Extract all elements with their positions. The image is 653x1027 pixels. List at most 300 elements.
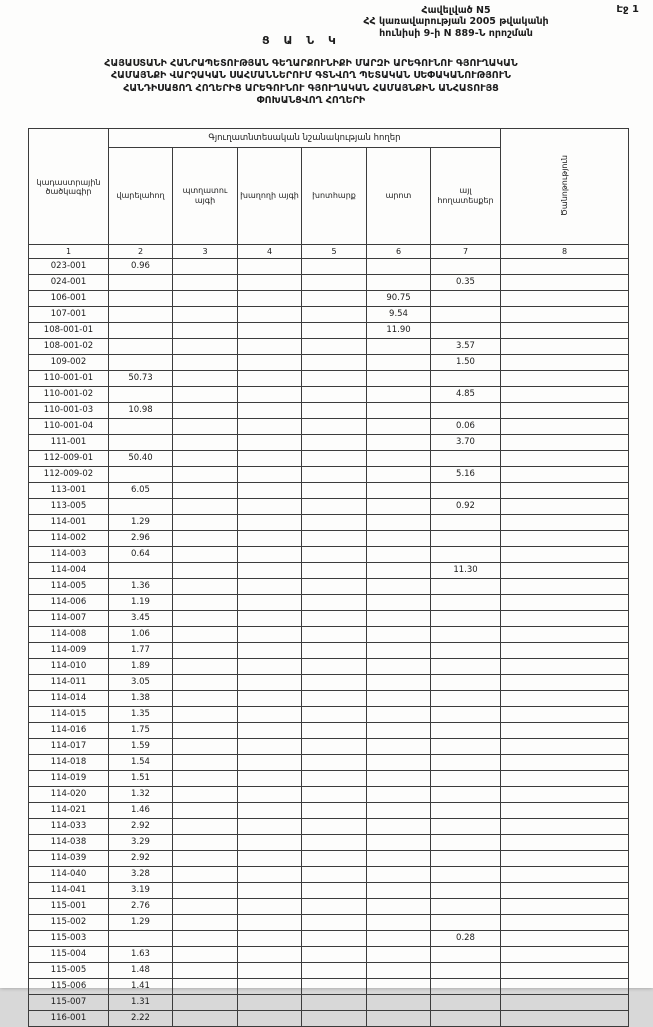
other-land-value-cell: 0.35 xyxy=(431,275,501,291)
vineyard-value-cell xyxy=(238,435,302,451)
column-number-row xyxy=(29,245,629,259)
vineyard-value-cell xyxy=(238,915,302,931)
other-land-value-cell xyxy=(431,259,501,275)
hayfield-value-cell xyxy=(302,659,367,675)
table-row xyxy=(29,643,629,659)
land-parcels-table xyxy=(28,128,629,1027)
table-row xyxy=(29,867,629,883)
other-land-value-cell xyxy=(431,371,501,387)
table-row xyxy=(29,979,629,995)
arable-value-cell: 3.45 xyxy=(109,611,173,627)
orchard-value-cell xyxy=(173,995,238,1011)
annex-block xyxy=(322,5,590,39)
column-number-8: 8 xyxy=(501,245,629,259)
note-cell xyxy=(501,483,629,499)
arable-value-cell: 3.19 xyxy=(109,883,173,899)
orchard-value-cell xyxy=(173,819,238,835)
note-cell xyxy=(501,723,629,739)
cadastral-code-cell: 111-001 xyxy=(29,435,109,451)
orchard-value-cell xyxy=(173,835,238,851)
arable-value-cell xyxy=(109,563,173,579)
arable-value-cell: 1.32 xyxy=(109,787,173,803)
note-cell xyxy=(501,707,629,723)
table-row xyxy=(29,691,629,707)
arable-value-cell xyxy=(109,275,173,291)
orchard-value-cell xyxy=(173,691,238,707)
note-cell xyxy=(501,627,629,643)
vineyard-value-cell xyxy=(238,499,302,515)
arable-value-cell: 2.92 xyxy=(109,851,173,867)
vineyard-value-cell xyxy=(238,579,302,595)
note-cell xyxy=(501,867,629,883)
column-number-7: 7 xyxy=(431,245,501,259)
pasture-value-cell xyxy=(367,483,431,499)
column-number-5: 5 xyxy=(302,245,367,259)
hayfield-value-cell xyxy=(302,867,367,883)
table-row xyxy=(29,611,629,627)
hayfield-value-cell xyxy=(302,627,367,643)
orchard-value-cell xyxy=(173,451,238,467)
hayfield-value-cell xyxy=(302,435,367,451)
other-land-value-cell: 0.06 xyxy=(431,419,501,435)
orchard-value-cell xyxy=(173,435,238,451)
column-number-6: 6 xyxy=(367,245,431,259)
cadastral-code-cell: 115-001 xyxy=(29,899,109,915)
vineyard-value-cell xyxy=(238,403,302,419)
table-row xyxy=(29,483,629,499)
arable-value-cell: 1.46 xyxy=(109,803,173,819)
hayfield-value-cell xyxy=(302,595,367,611)
hayfield-value-cell xyxy=(302,387,367,403)
hayfield-value-cell xyxy=(302,451,367,467)
note-cell xyxy=(501,323,629,339)
pasture-value-cell xyxy=(367,531,431,547)
vineyard-value-cell xyxy=(238,291,302,307)
pasture-value-cell xyxy=(367,403,431,419)
vineyard-value-cell xyxy=(238,979,302,995)
arable-value-cell xyxy=(109,499,173,515)
other-land-value-cell: 11.30 xyxy=(431,563,501,579)
hayfield-value-cell xyxy=(302,371,367,387)
orchard-value-cell xyxy=(173,563,238,579)
note-cell xyxy=(501,755,629,771)
note-cell xyxy=(501,595,629,611)
cadastral-code-cell: 114-007 xyxy=(29,611,109,627)
vineyard-value-cell xyxy=(238,787,302,803)
orchard-value-cell xyxy=(173,627,238,643)
note-cell xyxy=(501,675,629,691)
note-cell xyxy=(501,275,629,291)
pasture-value-cell xyxy=(367,339,431,355)
orchard-value-cell xyxy=(173,291,238,307)
vineyard-value-cell xyxy=(238,931,302,947)
pasture-value-cell xyxy=(367,691,431,707)
orchard-value-cell xyxy=(173,403,238,419)
pasture-value-cell xyxy=(367,627,431,643)
note-cell xyxy=(501,531,629,547)
table-row xyxy=(29,819,629,835)
cadastral-code-cell: 114-040 xyxy=(29,867,109,883)
title-line-1: ՀԱՅԱՍՏԱՆԻ ՀԱՆՐԱՊԵՏՈՒԹՅԱՆ ԳԵՂԱՐՔՈՒՆԻՔԻ ՄԱՐԶԻ ԱՐԵԳՈՒՆՈՒ ԳՅՈՒՂԱԿԱՆ xyxy=(104,58,518,69)
arable-value-cell: 1.19 xyxy=(109,595,173,611)
cadastral-code-cell: 114-009 xyxy=(29,643,109,659)
table-row xyxy=(29,739,629,755)
other-land-value-cell xyxy=(431,579,501,595)
pasture-value-cell xyxy=(367,275,431,291)
table-row xyxy=(29,291,629,307)
orchard-value-cell xyxy=(173,963,238,979)
table-row xyxy=(29,323,629,339)
note-cell xyxy=(501,947,629,963)
hayfield-value-cell xyxy=(302,851,367,867)
vineyard-value-cell xyxy=(238,835,302,851)
cadastral-code-cell: 114-019 xyxy=(29,771,109,787)
note-cell xyxy=(501,1011,629,1027)
cadastral-code-cell: 107-001 xyxy=(29,307,109,323)
orchard-value-cell xyxy=(173,787,238,803)
pasture-value-cell xyxy=(367,835,431,851)
orchard-value-cell xyxy=(173,659,238,675)
cadastral-code-cell: 114-010 xyxy=(29,659,109,675)
other-land-value-cell: 0.92 xyxy=(431,499,501,515)
note-cell xyxy=(501,963,629,979)
vineyard-value-cell xyxy=(238,659,302,675)
column-header-hayfield: խոտհարք xyxy=(302,148,367,245)
arable-value-cell: 1.63 xyxy=(109,947,173,963)
other-land-value-cell xyxy=(431,867,501,883)
pasture-value-cell xyxy=(367,915,431,931)
orchard-value-cell xyxy=(173,339,238,355)
table-row xyxy=(29,755,629,771)
cadastral-code-cell: 114-002 xyxy=(29,531,109,547)
vineyard-value-cell xyxy=(238,1011,302,1027)
arable-value-cell xyxy=(109,435,173,451)
orchard-value-cell xyxy=(173,883,238,899)
column-number-1: 1 xyxy=(29,245,109,259)
other-land-value-cell xyxy=(431,803,501,819)
arable-value-cell xyxy=(109,323,173,339)
table-row xyxy=(29,627,629,643)
cadastral-code-cell: 114-020 xyxy=(29,787,109,803)
arable-value-cell: 1.51 xyxy=(109,771,173,787)
table-row xyxy=(29,259,629,275)
hayfield-value-cell xyxy=(302,483,367,499)
vineyard-value-cell xyxy=(238,707,302,723)
orchard-value-cell xyxy=(173,755,238,771)
other-land-value-cell: 4.85 xyxy=(431,387,501,403)
orchard-value-cell xyxy=(173,595,238,611)
other-land-value-cell: 3.70 xyxy=(431,435,501,451)
cadastral-code-cell: 115-003 xyxy=(29,931,109,947)
column-header-pasture: արոտ xyxy=(367,148,431,245)
vineyard-value-cell xyxy=(238,883,302,899)
hayfield-value-cell xyxy=(302,899,367,915)
pasture-value-cell xyxy=(367,739,431,755)
table-row xyxy=(29,787,629,803)
vineyard-value-cell xyxy=(238,963,302,979)
vineyard-value-cell xyxy=(238,691,302,707)
pasture-value-cell xyxy=(367,899,431,915)
vineyard-value-cell xyxy=(238,323,302,339)
list-title: Ց Ա Ն Կ xyxy=(262,34,341,47)
table-row xyxy=(29,275,629,291)
note-cell xyxy=(501,291,629,307)
table-row xyxy=(29,451,629,467)
orchard-value-cell xyxy=(173,803,238,819)
other-land-value-cell: 0.28 xyxy=(431,931,501,947)
orchard-value-cell xyxy=(173,259,238,275)
arable-value-cell: 0.96 xyxy=(109,259,173,275)
table-row xyxy=(29,579,629,595)
cadastral-code-cell: 114-008 xyxy=(29,627,109,643)
orchard-value-cell xyxy=(173,387,238,403)
pasture-value-cell xyxy=(367,979,431,995)
note-cell xyxy=(501,355,629,371)
table-row xyxy=(29,499,629,515)
other-land-value-cell xyxy=(431,691,501,707)
other-land-value-cell xyxy=(431,643,501,659)
cadastral-code-cell: 109-002 xyxy=(29,355,109,371)
table-row xyxy=(29,467,629,483)
cadastral-code-cell: 115-006 xyxy=(29,979,109,995)
hayfield-value-cell xyxy=(302,771,367,787)
orchard-value-cell xyxy=(173,931,238,947)
other-land-value-cell xyxy=(431,851,501,867)
other-land-value-cell: 1.50 xyxy=(431,355,501,371)
other-land-value-cell xyxy=(431,403,501,419)
hayfield-value-cell xyxy=(302,931,367,947)
arable-value-cell: 2.92 xyxy=(109,819,173,835)
pasture-value-cell xyxy=(367,803,431,819)
pasture-value-cell xyxy=(367,595,431,611)
vineyard-value-cell xyxy=(238,531,302,547)
orchard-value-cell xyxy=(173,515,238,531)
cadastral-code-cell: 114-018 xyxy=(29,755,109,771)
pasture-value-cell xyxy=(367,755,431,771)
vineyard-value-cell xyxy=(238,627,302,643)
other-land-value-cell xyxy=(431,307,501,323)
hayfield-value-cell xyxy=(302,1011,367,1027)
other-land-value-cell xyxy=(431,787,501,803)
hayfield-value-cell xyxy=(302,291,367,307)
other-land-value-cell xyxy=(431,947,501,963)
hayfield-value-cell xyxy=(302,563,367,579)
other-land-value-cell xyxy=(431,963,501,979)
other-land-value-cell: 5.16 xyxy=(431,467,501,483)
other-land-value-cell xyxy=(431,707,501,723)
other-land-value-cell xyxy=(431,979,501,995)
pasture-value-cell: 90.75 xyxy=(367,291,431,307)
vineyard-value-cell xyxy=(238,259,302,275)
pasture-value-cell xyxy=(367,563,431,579)
orchard-value-cell xyxy=(173,979,238,995)
hayfield-value-cell xyxy=(302,723,367,739)
document-title xyxy=(0,58,622,107)
arable-value-cell: 1.31 xyxy=(109,995,173,1011)
cadastral-code-cell: 114-001 xyxy=(29,515,109,531)
column-header-other-land-types: այլ հողատեսքեր xyxy=(431,148,501,245)
arable-value-cell: 1.29 xyxy=(109,515,173,531)
hayfield-value-cell xyxy=(302,979,367,995)
note-cell xyxy=(501,787,629,803)
note-cell xyxy=(501,771,629,787)
arable-value-cell: 1.41 xyxy=(109,979,173,995)
pasture-value-cell xyxy=(367,787,431,803)
vineyard-value-cell xyxy=(238,723,302,739)
note-cell xyxy=(501,851,629,867)
table-row xyxy=(29,563,629,579)
pasture-value-cell xyxy=(367,707,431,723)
pasture-value-cell xyxy=(367,659,431,675)
hayfield-value-cell xyxy=(302,403,367,419)
orchard-value-cell xyxy=(173,723,238,739)
table-row xyxy=(29,931,629,947)
vineyard-value-cell xyxy=(238,595,302,611)
note-cell xyxy=(501,499,629,515)
pasture-value-cell xyxy=(367,819,431,835)
hayfield-value-cell xyxy=(302,835,367,851)
cadastral-code-cell: 110-001-01 xyxy=(29,371,109,387)
cadastral-code-cell: 116-001 xyxy=(29,1011,109,1027)
cadastral-code-cell: 113-001 xyxy=(29,483,109,499)
cadastral-code-cell: 024-001 xyxy=(29,275,109,291)
note-cell xyxy=(501,307,629,323)
arable-value-cell xyxy=(109,291,173,307)
arable-value-cell xyxy=(109,419,173,435)
cadastral-code-cell: 115-004 xyxy=(29,947,109,963)
vineyard-value-cell xyxy=(238,819,302,835)
column-number-2: 2 xyxy=(109,245,173,259)
note-cell xyxy=(501,643,629,659)
table-row xyxy=(29,547,629,563)
cadastral-code-cell: 110-001-04 xyxy=(29,419,109,435)
vineyard-value-cell xyxy=(238,739,302,755)
title-line-3: ՀԱՆԴԻՍԱՑՈՂ ՀՈՂԵՐԻՑ ԱՐԵԳՈՒՆՈՒ ԳՅՈՒՂԱԿԱՆ ՀԱՄԱՅՆՔԻՆ ԱՆՀԱՏՈՒՅՑ xyxy=(123,82,499,94)
note-cell xyxy=(501,563,629,579)
other-land-value-cell xyxy=(431,483,501,499)
other-land-value-cell xyxy=(431,515,501,531)
hayfield-value-cell xyxy=(302,787,367,803)
cadastral-code-cell: 114-033 xyxy=(29,819,109,835)
arable-value-cell: 1.54 xyxy=(109,755,173,771)
note-cell xyxy=(501,515,629,531)
hayfield-value-cell xyxy=(302,547,367,563)
vineyard-value-cell xyxy=(238,899,302,915)
cadastral-code-cell: 110-001-02 xyxy=(29,387,109,403)
cadastral-code-cell: 114-015 xyxy=(29,707,109,723)
annex-label: Հավելված N5 xyxy=(421,5,491,16)
note-cell xyxy=(501,931,629,947)
cadastral-code-cell: 108-001-02 xyxy=(29,339,109,355)
column-header-cadastral-code: կադաստրային ծածկագիր xyxy=(29,129,109,245)
orchard-value-cell xyxy=(173,275,238,291)
arable-value-cell: 3.28 xyxy=(109,867,173,883)
table-row xyxy=(29,595,629,611)
hayfield-value-cell xyxy=(302,339,367,355)
other-land-value-cell xyxy=(431,323,501,339)
cadastral-code-cell: 112-009-01 xyxy=(29,451,109,467)
note-cell xyxy=(501,691,629,707)
note-cell xyxy=(501,979,629,995)
cadastral-code-cell: 114-039 xyxy=(29,851,109,867)
arable-value-cell: 3.29 xyxy=(109,835,173,851)
page-number: Էջ 1 xyxy=(616,4,639,15)
orchard-value-cell xyxy=(173,1011,238,1027)
pasture-value-cell xyxy=(367,851,431,867)
cadastral-code-cell: 112-009-02 xyxy=(29,467,109,483)
note-cell xyxy=(501,547,629,563)
pasture-value-cell xyxy=(367,259,431,275)
table-row xyxy=(29,419,629,435)
arable-value-cell: 1.29 xyxy=(109,915,173,931)
vineyard-value-cell xyxy=(238,387,302,403)
vineyard-value-cell xyxy=(238,995,302,1011)
orchard-value-cell xyxy=(173,867,238,883)
vineyard-value-cell xyxy=(238,451,302,467)
other-land-value-cell xyxy=(431,595,501,611)
note-cell xyxy=(501,739,629,755)
vineyard-value-cell xyxy=(238,275,302,291)
pasture-value-cell xyxy=(367,515,431,531)
note-cell xyxy=(501,835,629,851)
hayfield-value-cell xyxy=(302,275,367,291)
cadastral-code-cell: 114-041 xyxy=(29,883,109,899)
table-row xyxy=(29,307,629,323)
hayfield-value-cell xyxy=(302,467,367,483)
orchard-value-cell xyxy=(173,323,238,339)
column-group-agricultural-lands: Գյուղատնտեսական նշանակության հողեր xyxy=(109,129,501,148)
cadastral-code-cell: 115-002 xyxy=(29,915,109,931)
orchard-value-cell xyxy=(173,611,238,627)
arable-value-cell: 2.96 xyxy=(109,531,173,547)
arable-value-cell xyxy=(109,931,173,947)
orchard-value-cell xyxy=(173,675,238,691)
other-land-value-cell xyxy=(431,739,501,755)
title-line-2: ՀԱՄԱՅՆՔԻ ՎԱՐՉԱԿԱՆ ՍԱՀՄԱՆՆԵՐՈՒՄ ԳՏՆՎՈՂ ՊԵՏԱԿԱՆ ՍԵՓԱԿԱՆՈՒԹՅՈՒՆ xyxy=(111,70,511,82)
hayfield-value-cell xyxy=(302,803,367,819)
pasture-value-cell xyxy=(367,499,431,515)
pasture-value-cell xyxy=(367,867,431,883)
cadastral-code-cell: 114-017 xyxy=(29,739,109,755)
hayfield-value-cell xyxy=(302,323,367,339)
note-cell xyxy=(501,403,629,419)
hayfield-value-cell xyxy=(302,355,367,371)
table-body xyxy=(29,259,629,1027)
pasture-value-cell xyxy=(367,387,431,403)
other-land-value-cell xyxy=(431,995,501,1011)
table-row xyxy=(29,771,629,787)
pasture-value-cell xyxy=(367,419,431,435)
other-land-value-cell xyxy=(431,819,501,835)
other-land-value-cell xyxy=(431,659,501,675)
note-cell xyxy=(501,883,629,899)
pasture-value-cell xyxy=(367,435,431,451)
hayfield-value-cell xyxy=(302,947,367,963)
note-cell xyxy=(501,371,629,387)
cadastral-code-cell: 115-007 xyxy=(29,995,109,1011)
hayfield-value-cell xyxy=(302,419,367,435)
arable-value-cell: 1.77 xyxy=(109,643,173,659)
pasture-value-cell xyxy=(367,611,431,627)
other-land-value-cell xyxy=(431,899,501,915)
arable-value-cell: 1.59 xyxy=(109,739,173,755)
cadastral-code-cell: 023-001 xyxy=(29,259,109,275)
decree-line-1: ՀՀ կառավարության 2005 թվականի xyxy=(363,16,549,28)
arable-value-cell: 1.06 xyxy=(109,627,173,643)
table-row xyxy=(29,435,629,451)
hayfield-value-cell xyxy=(302,499,367,515)
table-row xyxy=(29,995,629,1011)
